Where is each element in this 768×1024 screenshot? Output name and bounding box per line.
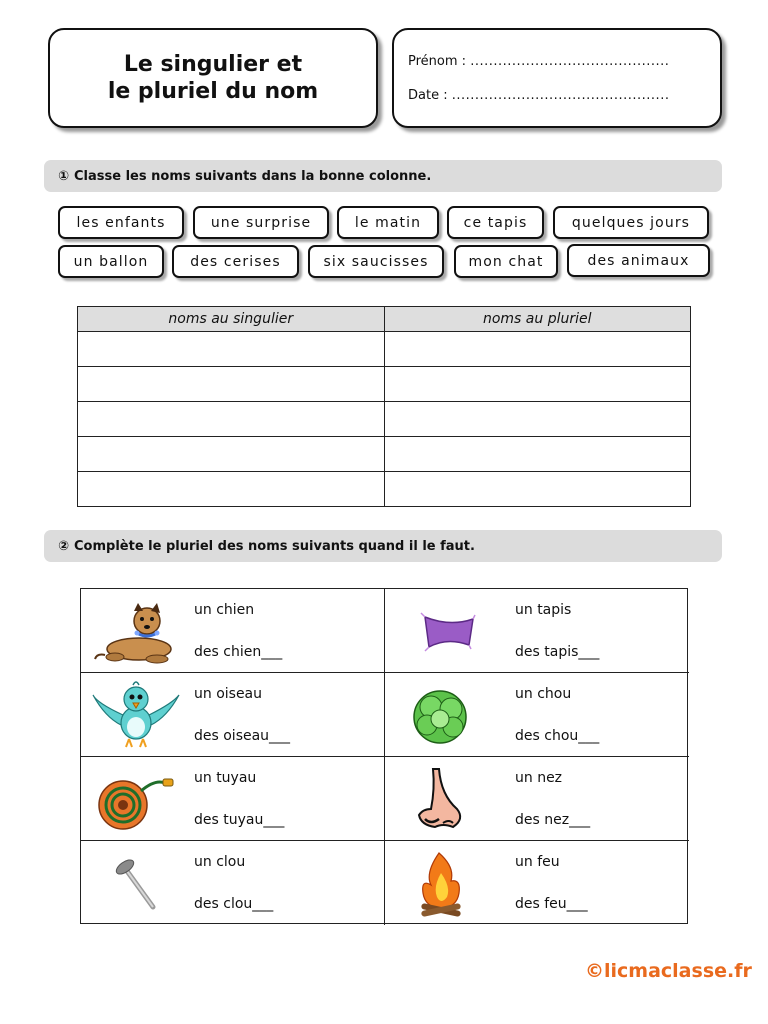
singular-noun: un oiseau bbox=[194, 686, 263, 702]
singular-cell[interactable] bbox=[78, 367, 385, 402]
exercise-item bbox=[385, 673, 689, 757]
worksheet-title-box bbox=[48, 28, 378, 128]
student-info-box bbox=[392, 28, 722, 128]
word-chip[interactable]: les enfants bbox=[58, 206, 184, 239]
singular-cell[interactable] bbox=[78, 402, 385, 437]
exercise-item bbox=[81, 841, 385, 925]
plural-exercise-grid bbox=[80, 588, 688, 924]
prenom-field[interactable]: ........................................... bbox=[470, 54, 670, 69]
exercise-item bbox=[385, 757, 689, 841]
exercise2-number: ② bbox=[58, 538, 70, 554]
plural-cell[interactable] bbox=[384, 402, 691, 437]
date-row[interactable] bbox=[408, 88, 720, 122]
table-row bbox=[78, 402, 691, 437]
word-chip[interactable]: le matin bbox=[337, 206, 439, 239]
singular-noun: un chien bbox=[194, 602, 255, 618]
exercise1-number: ① bbox=[58, 168, 70, 184]
word-chip[interactable]: des cerises bbox=[172, 245, 299, 278]
word-chip[interactable]: quelques jours bbox=[553, 206, 709, 239]
singular-noun: un nez bbox=[515, 770, 563, 786]
rug-icon bbox=[395, 597, 485, 667]
nail-icon bbox=[91, 849, 181, 919]
exercise2-instruction-band bbox=[44, 530, 722, 562]
table-row bbox=[78, 472, 691, 507]
sort-table bbox=[77, 306, 691, 507]
plural-cell[interactable] bbox=[384, 367, 691, 402]
singular-cell[interactable] bbox=[78, 332, 385, 367]
column-plural-header: noms au pluriel bbox=[384, 307, 691, 332]
exercise-item bbox=[81, 589, 385, 673]
singular-noun: un chou bbox=[515, 686, 572, 702]
cabbage-icon bbox=[395, 681, 485, 751]
singular-noun: un tuyau bbox=[194, 770, 257, 786]
word-chip[interactable]: un ballon bbox=[58, 245, 164, 278]
singular-noun: un tapis bbox=[515, 602, 572, 618]
plural-blank[interactable]: des oiseau___ bbox=[194, 728, 291, 744]
plural-blank[interactable]: des tuyau___ bbox=[194, 812, 285, 828]
table-row bbox=[78, 367, 691, 402]
plural-blank[interactable]: des nez___ bbox=[515, 812, 591, 828]
exercise1-instruction-band bbox=[44, 160, 722, 192]
fire-icon bbox=[395, 849, 485, 919]
sort-table-header-row bbox=[78, 307, 691, 332]
singular-cell[interactable] bbox=[78, 472, 385, 507]
singular-noun: un clou bbox=[194, 854, 246, 870]
dog-icon bbox=[91, 597, 181, 667]
plural-blank[interactable]: des tapis___ bbox=[515, 644, 600, 660]
word-chip[interactable]: une surprise bbox=[193, 206, 329, 239]
table-row bbox=[78, 437, 691, 472]
plural-cell[interactable] bbox=[384, 437, 691, 472]
worksheet-title-line1: Le singulier et bbox=[123, 52, 303, 77]
singular-cell[interactable] bbox=[78, 437, 385, 472]
bird-icon bbox=[91, 681, 181, 751]
exercise1-instruction: Classe les noms suivants dans la bonne colonne. bbox=[74, 168, 432, 184]
exercise-item bbox=[385, 589, 689, 673]
word-chip[interactable]: ce tapis bbox=[447, 206, 544, 239]
plural-cell[interactable] bbox=[384, 332, 691, 367]
exercise2-instruction: Complète le pluriel des noms suivants quand il le faut. bbox=[74, 538, 475, 554]
exercise-item bbox=[81, 757, 385, 841]
plural-cell[interactable] bbox=[384, 472, 691, 507]
nose-icon bbox=[395, 765, 485, 835]
table-row bbox=[78, 332, 691, 367]
date-field[interactable]: ............................................... bbox=[451, 88, 670, 103]
date-label: Date : bbox=[408, 88, 448, 103]
word-chip[interactable]: des animaux bbox=[567, 244, 710, 277]
column-singular-header: noms au singulier bbox=[78, 307, 385, 332]
worksheet-title-line2: le pluriel du nom bbox=[107, 79, 319, 104]
exercise-item bbox=[81, 673, 385, 757]
word-chip[interactable]: mon chat bbox=[454, 245, 558, 278]
word-chip[interactable]: six saucisses bbox=[308, 245, 444, 278]
site-logo: ©licmaclasse.fr bbox=[585, 960, 752, 982]
exercise-item bbox=[385, 841, 689, 925]
plural-blank[interactable]: des chou___ bbox=[515, 728, 600, 744]
hose-icon bbox=[91, 765, 181, 835]
plural-blank[interactable]: des clou___ bbox=[194, 896, 274, 912]
singular-noun: un feu bbox=[515, 854, 560, 870]
plural-blank[interactable]: des feu___ bbox=[515, 896, 588, 912]
prenom-label: Prénom : bbox=[408, 54, 467, 69]
prenom-row[interactable] bbox=[408, 54, 720, 88]
plural-blank[interactable]: des chien___ bbox=[194, 644, 283, 660]
